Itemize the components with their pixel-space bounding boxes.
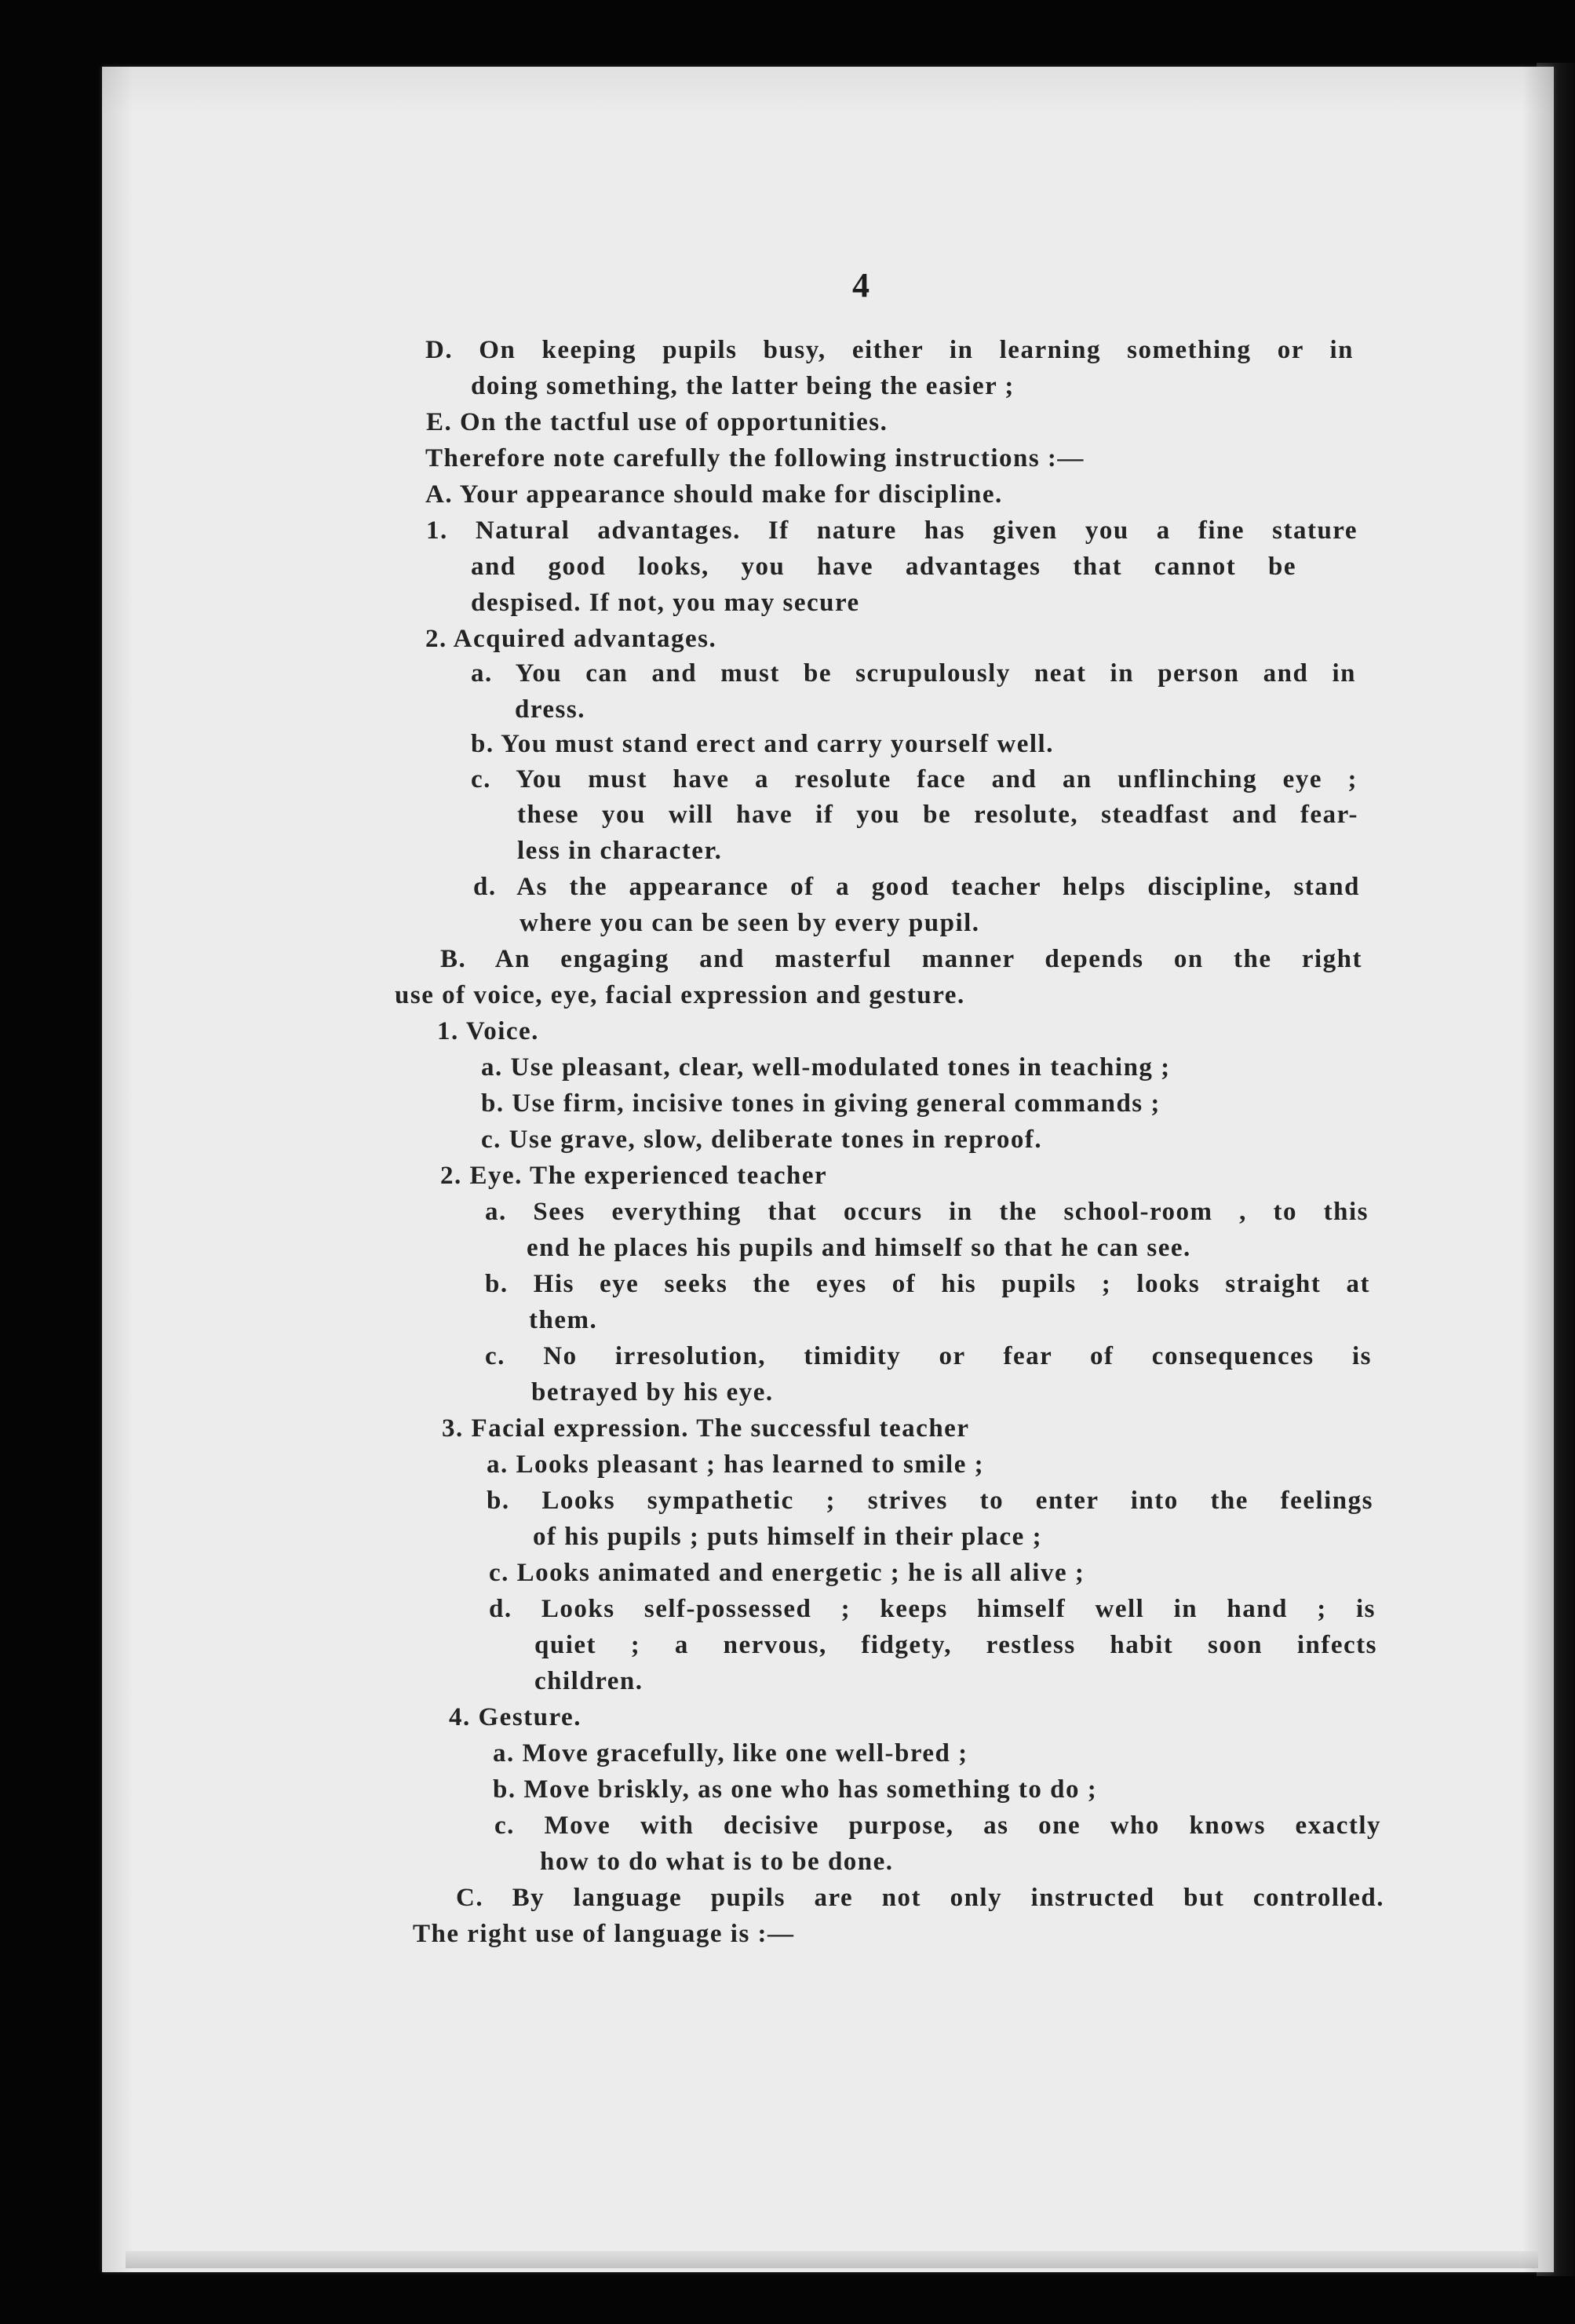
text-line: Therefore note carefully the following instructions :— — [425, 444, 1085, 472]
text-line: b. Move briskly, as one who has something to do ; — [493, 1775, 1098, 1804]
page-bottom-edge — [126, 2251, 1538, 2268]
page-number: 4 — [852, 266, 870, 305]
text-line: 4. Gesture. — [449, 1703, 582, 1731]
text-line: of his pupils ; puts himself in their place ; — [533, 1523, 1043, 1551]
text-line: b. You must stand erect and carry yourself well. — [471, 730, 1054, 758]
text-line: these you will have if you be resolute, steadfast and fear- — [517, 801, 1358, 829]
text-line: c. No irresolution, timidity or fear of consequences is — [485, 1342, 1372, 1370]
text-line: A. Your appearance should make for discipline. — [425, 480, 1003, 509]
text-line: betrayed by his eye. — [531, 1378, 774, 1406]
text-line: end he places his pupils and himself so that he can see. — [527, 1234, 1191, 1262]
text-line: 1. Natural advantages. If nature has given you a fine stature — [426, 516, 1358, 545]
text-line: d. Looks self-possessed ; keeps himself well in hand ; is — [489, 1595, 1376, 1623]
text-line: D. On keeping pupils busy, either in learning something or in — [425, 336, 1354, 364]
text-line: c. Looks animated and energetic ; he is all alive ; — [489, 1559, 1085, 1587]
text-line: b. His eye seeks the eyes of his pupils ; looks straight at — [485, 1270, 1370, 1298]
text-line: 2. Eye. The experienced teacher — [440, 1162, 828, 1190]
text-line: The right use of language is :— — [413, 1920, 795, 1948]
text-line: where you can be seen by every pupil. — [520, 909, 980, 937]
text-line: use of voice, eye, facial expression and gesture. — [395, 981, 965, 1009]
text-line: E. On the tactful use of opportunities. — [426, 408, 888, 436]
text-line: despised. If not, you may secure — [471, 589, 860, 617]
text-line: less in character. — [517, 837, 723, 865]
text-line: 1. Voice. — [437, 1017, 539, 1045]
text-line: b. Use firm, incisive tones in giving general commands ; — [481, 1089, 1161, 1118]
text-line: how to do what is to be done. — [540, 1848, 894, 1876]
text-line: 2. Acquired advantages. — [425, 625, 717, 653]
text-line: c. Use grave, slow, deliberate tones in reproof. — [481, 1126, 1043, 1154]
text-line: them. — [529, 1306, 598, 1334]
text-line: doing something, the latter being the easier ; — [471, 372, 1015, 400]
text-line: a. You can and must be scrupulously neat in person and in — [471, 659, 1356, 688]
text-line: children. — [534, 1667, 643, 1695]
text-line: B. An engaging and masterful manner depends on the right — [440, 945, 1362, 973]
text-line: a. Move gracefully, like one well-bred ; — [493, 1739, 968, 1768]
text-line: d. As the appearance of a good teacher helps discipline, stand — [473, 873, 1360, 901]
text-line: a. Looks pleasant ; has learned to smile ; — [487, 1450, 985, 1479]
text-line: 3. Facial expression. The successful teacher — [442, 1414, 970, 1443]
text-line: and good looks, you have advantages that cannot be — [471, 553, 1296, 581]
text-line: a. Sees everything that occurs in the school-room , to this — [485, 1198, 1369, 1226]
text-line: quiet ; a nervous, fidgety, restless habit soon infects — [534, 1631, 1377, 1659]
text-line: b. Looks sympathetic ; strives to enter into the feelings — [487, 1487, 1373, 1515]
text-line: c. You must have a resolute face and an unflinching eye ; — [471, 765, 1358, 794]
text-line: dress. — [515, 695, 585, 724]
text-line: C. By language pupils are not only instructed but controlled. — [456, 1884, 1384, 1912]
text-line: a. Use pleasant, clear, well-modulated tones in teaching ; — [481, 1053, 1171, 1082]
text-line: c. Move with decisive purpose, as one who knows exactly — [494, 1811, 1381, 1840]
